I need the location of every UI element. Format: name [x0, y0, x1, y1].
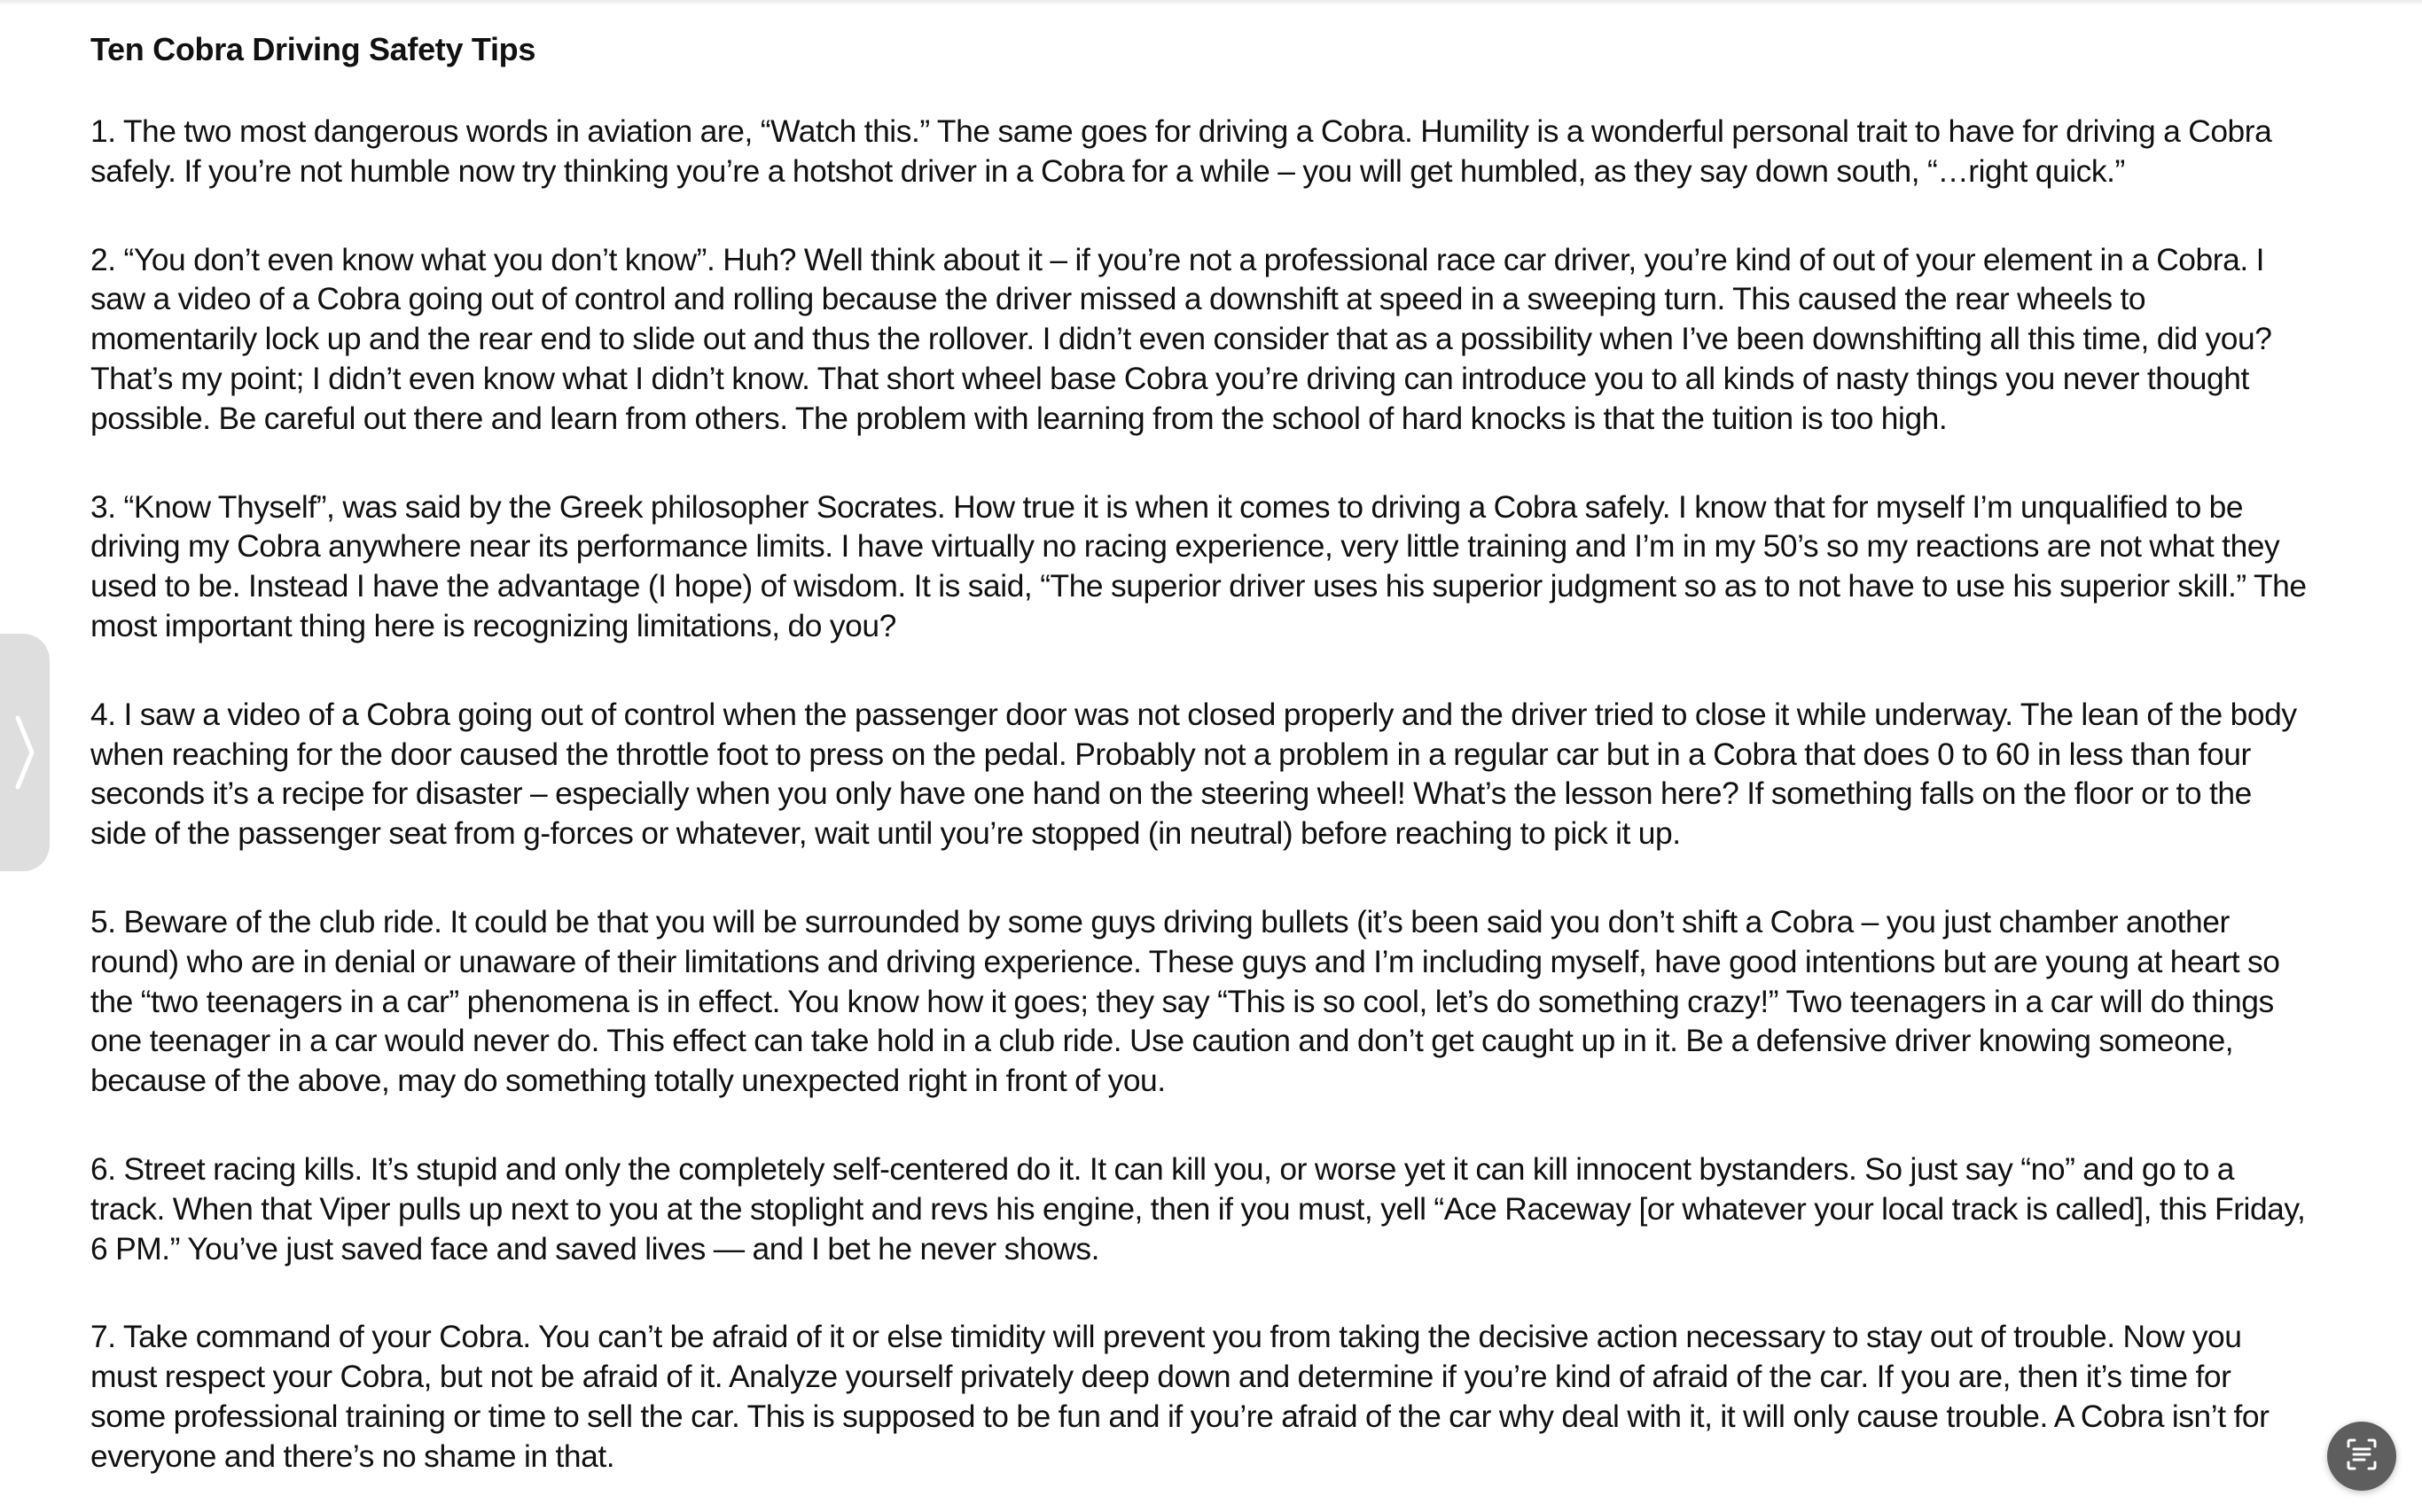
tip-paragraph-7: 7. Take command of your Cobra. You can’t be afraid of it or else timidity will prevent you from taking the decisive action necessary to stay out of trouble. Now you must respect your Cobra, but not be afraid of it. Analyze yourself privately deep down and determine if you’re kind of afraid of the car. If you are, then it’s time for some professional training or time to sell the car. This is supposed to be fun and if you’re afraid of the car why deal with it, it will only cause trouble. A Cobra isn’t for everyone and there’s no shame in that.	[90, 1319, 2270, 1474]
tip-paragraph-3: 3. “Know Thyself”, was said by the Greek philosopher Socrates. How true it is when it comes to driving a Cobra safely. I know that for myself I’m unqualified to be driving my Cobra anywhere near its performance limits. I have virtually no racing experience, very little training and I’m in my 50’s so my reactions are not what they used to be. Instead I have the advantage (I hope) of wisdom. It is said, “The superior driver uses his superior judgment so as to not have to use his superior skill.” The most important thing here is recognizing limitations, do you?	[90, 488, 2307, 643]
side-panel-toggle[interactable]	[0, 634, 50, 871]
page-title: Ten Cobra Driving Safety Tips	[90, 31, 536, 67]
top-edge-shadow	[0, 0, 2422, 5]
document-body	[90, 25, 2307, 1512]
reader-mode-button[interactable]	[2327, 1422, 2396, 1491]
chevron-right-icon	[12, 713, 37, 792]
tip-paragraph-4: 4. I saw a video of a Cobra going out of control when the passenger door was not closed properly and the driver tried to close it while underway. The lean of the body when reaching for the door caused the throttle foot to press on the pedal. Probably not a problem in a regular car but in a Cobra that does 0 to 60 in less than four seconds it’s a recipe for disaster – especially when you only have one hand on the steering wheel! What’s the lesson here? If something falls on the floor or to the side of the passenger seat from g-forces or whatever, wait until you’re stopped (in neutral) before reaching to pick it up.	[90, 696, 2297, 852]
tip-paragraph-6: 6. Street racing kills. It’s stupid and only the completely self-centered do it. It can kill you, or worse yet it can kill innocent bystanders. So just say “no” and go to a track. When that Viper pulls up next to you at the stoplight and revs his engine, then if you must, yell “Ace Raceway [or whatever your local track is called], this Friday, 6 PM.” You’ve just saved face and saved lives — and I bet he never shows.	[90, 1150, 2306, 1266]
reader-mode-icon	[2341, 1434, 2382, 1479]
tip-paragraph-5: 5. Beware of the club ride. It could be that you will be surrounded by some guys driving bullets (it’s been said you don’t shift a Cobra – you just chamber another round) who are in denial or unaware of their limitations and driving experience. These guys and I’m including myself, have good intentions but are young at heart so the “two teenagers in a car” phenomena is in effect. You know how it goes; they say “This is so cool, let’s do something crazy!” Two teenagers in a car will do things one teenager in a car would never do. This effect can take hold in a club ride. Use caution and don’t get caught up in it. Be a defensive driver knowing someone, because of the above, may do something totally unexpected right in front of you.	[90, 903, 2280, 1099]
tip-paragraph-1: 1. The two most dangerous words in aviation are, “Watch this.” The same goes for driving a Cobra. Humility is a wonderful personal trait to have for driving a Cobra safely. If you’re not humble now try thinking you’re a hotshot driver in a Cobra for a while – you will get humbled, as they say down south, “…right quick.”	[90, 113, 2272, 189]
tip-paragraph-2: 2. “You don’t even know what you don’t know”. Huh? Well think about it – if you’re not a professional race car driver, you’re kind of out of your element in a Cobra. I saw a video of a Cobra going out of control and rolling because the driver missed a downshift at speed in a sweeping turn. This caused the rear wheels to momentarily lock up and the rear end to slide out and thus the rollover. I didn’t even consider that as a possibility when I’ve been downshifting all this time, did you? That’s my point; I didn’t even know what I didn’t know. That short wheel base Cobra you’re driving can introduce you to all kinds of nasty things you never thought possible. Be careful out there and learn from others. The problem with learning from the school of hard knocks is that the tuition is too high.	[90, 241, 2272, 436]
